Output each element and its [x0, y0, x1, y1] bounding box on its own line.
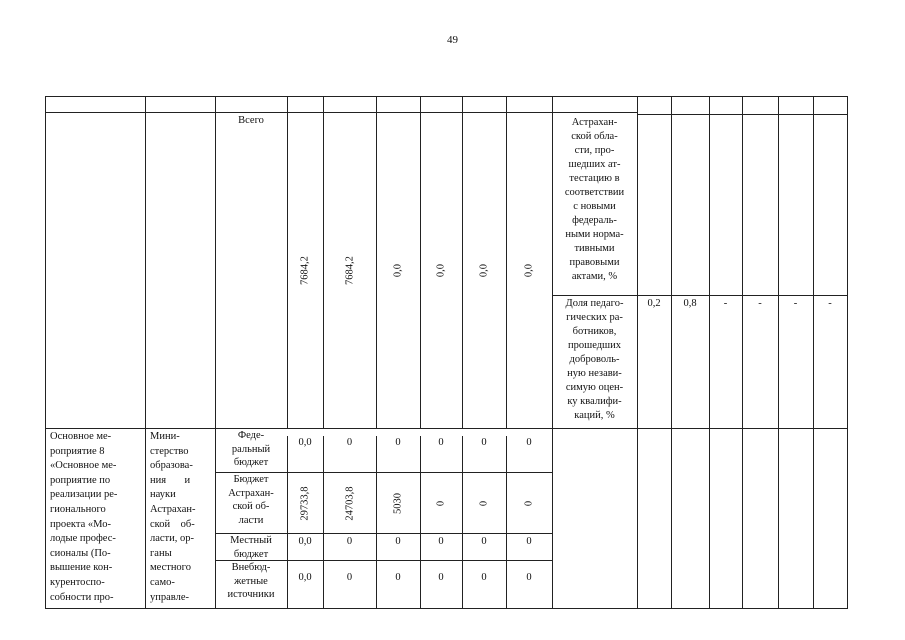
activity-name — [50, 430, 140, 605]
funding-source-4-line: Внебюд- — [231, 562, 271, 573]
header-col-12 — [671, 99, 709, 113]
activity-name-line: реализации ре- — [50, 489, 118, 501]
header-col-7 — [420, 97, 462, 111]
indicator-b-value-col-12: 0,8 — [683, 298, 697, 309]
funding-value-r2-c4: 29733,8 — [299, 485, 311, 521]
col-line-16 — [847, 96, 848, 609]
activity-executor-line: образова- — [150, 460, 193, 472]
col-line-7-top — [462, 96, 463, 428]
total-value-col-5: 7684,2 — [344, 256, 355, 285]
header-col-14 — [742, 99, 778, 113]
indicator-a-text-line: Астрахан- — [571, 117, 618, 128]
activity-name-line: гионального — [50, 503, 106, 515]
funding-source-2-line: Астрахан- — [228, 487, 274, 499]
activity-executor — [150, 430, 210, 605]
funding-source-2-line: ской об- — [232, 501, 270, 512]
activity-name-line: курентоспо- — [50, 576, 105, 588]
total-value-col-4: 7684,2 — [299, 256, 311, 285]
indicator-b-text-line: гических ра- — [566, 312, 623, 323]
col-line-9 — [552, 96, 553, 609]
col-line-5-top — [376, 96, 377, 428]
funding-source-3 — [217, 534, 285, 561]
header-col-16 — [813, 99, 847, 113]
funding-value-r2-c7: 0 — [435, 500, 447, 506]
funding-value-r1-c7: 0 — [438, 437, 444, 448]
funding-source-2-line: Бюджет — [233, 474, 269, 485]
indicator-divider — [552, 295, 848, 296]
indicator-b-text-line: ную незави- — [567, 368, 622, 379]
col-line-13 — [742, 96, 743, 609]
funding-source-4-line: источники — [227, 589, 275, 600]
header-col-1 — [45, 97, 145, 111]
activity-name-line: роприятие 8 — [50, 445, 105, 457]
funding-value-r2-c9: 0 — [523, 500, 535, 506]
header-col-6 — [376, 97, 420, 111]
col-line-2 — [215, 96, 216, 609]
indicator-b-value-col-11: 0,2 — [647, 298, 661, 309]
header-rule-left — [45, 112, 637, 113]
indicator-a-text — [556, 116, 633, 284]
col-line-12 — [709, 96, 710, 609]
funding-value-r3-c6: 0 — [395, 536, 401, 547]
funding-value-r2-c8: 0 — [478, 500, 490, 506]
funding-value-r2-c5: 24703,8 — [344, 485, 355, 521]
col-line-14 — [778, 96, 779, 609]
header-col-2 — [145, 97, 215, 111]
funding-source-1-line: Феде- — [237, 430, 265, 441]
activity-name-line: собности про- — [50, 591, 114, 603]
col-line-0 — [45, 96, 46, 609]
col-line-6-top — [420, 96, 421, 428]
indicator-b-text-line: доброволь- — [569, 354, 620, 365]
activity-name-line: «Основное ме- — [50, 460, 117, 472]
activity-executor-line: ской об- — [150, 518, 195, 530]
funding-value-r1-c5: 0 — [346, 437, 353, 448]
col-line-8-top — [506, 96, 507, 428]
funding-value-r4-c4: 0,0 — [298, 572, 312, 583]
table-bottom-border — [45, 608, 848, 609]
funding-source-2 — [217, 473, 285, 527]
funding-source-1-line: бюджет — [233, 457, 269, 468]
funding-source-2-line: ласти — [238, 514, 264, 526]
activity-name-line: вышение кон- — [50, 562, 113, 574]
funding-source-3-line: Местный — [230, 535, 272, 546]
page-number: 49 — [447, 34, 458, 46]
funding-value-r1-c4: 0,0 — [298, 437, 312, 448]
col-line-10 — [637, 96, 638, 609]
activity-executor-line: ганы — [150, 547, 172, 559]
funding-value-r4-c7: 0 — [438, 572, 444, 583]
indicator-b-value-col-15: - — [793, 298, 798, 309]
indicator-b-text-line: Доля педаго- — [565, 298, 624, 309]
indicator-a-text-line: актами, % — [571, 271, 618, 282]
funding-value-r4-c8: 0 — [481, 572, 487, 583]
funding-value-r3-c9: 0 — [526, 536, 532, 547]
activity-executor-line: науки — [150, 489, 176, 501]
funding-value-r3-c8: 0 — [481, 536, 487, 547]
indicator-a-text-line: шедших ат- — [568, 159, 621, 170]
funding-source-1 — [217, 429, 285, 470]
activity-top-rule — [45, 428, 848, 429]
header-col-13 — [709, 99, 742, 113]
total-value-col-9: 0,0 — [523, 263, 535, 278]
indicator-a-text-line: соответствии — [564, 187, 625, 198]
indicator-a-text-line: с новыми — [573, 201, 616, 212]
header-col-4 — [287, 97, 323, 111]
indicator-b-text-line: симую оцен- — [565, 382, 624, 393]
funding-value-r1-c9: 0 — [526, 437, 532, 448]
header-col-5 — [323, 97, 376, 111]
col-line-4-top — [323, 96, 324, 428]
activity-name-line: сионалы (По- — [50, 547, 111, 559]
funding-value-r4-c9: 0 — [526, 572, 532, 583]
funding-value-r1-c6: 0 — [395, 437, 401, 448]
activity-executor-line: местного — [150, 562, 191, 574]
indicator-b-text — [556, 297, 633, 423]
activity-executor-line: Мини- — [150, 431, 180, 442]
total-value-col-8: 0,0 — [478, 263, 490, 278]
indicator-a-text-line: тестацию в — [569, 173, 620, 184]
header-col-8 — [462, 97, 506, 111]
funding-source-3-line: бюджет — [233, 548, 269, 560]
indicator-b-text-line: ботников, — [572, 326, 617, 337]
header-col-3 — [215, 97, 287, 111]
activity-name-line: Основное ме- — [50, 431, 112, 442]
activity-executor-line: Астрахан- — [150, 503, 196, 515]
activity-executor-line: ласти, ор- — [150, 533, 195, 545]
indicator-a-text-line: тивными — [574, 243, 615, 254]
funding-value-r3-c5: 0 — [346, 536, 353, 547]
funding-value-r1-c8: 0 — [481, 437, 487, 448]
header-col-10 — [552, 97, 637, 111]
indicator-a-text-line: ской обла- — [571, 131, 618, 142]
col-line-3-top — [287, 96, 288, 428]
col-line-15 — [813, 96, 814, 609]
total-value-col-7: 0,0 — [435, 263, 447, 278]
col-line-1 — [145, 96, 146, 609]
indicator-b-text-line: прошедших — [567, 340, 622, 351]
activity-name-line: роприятие по — [50, 474, 111, 486]
funding-source-4 — [217, 561, 285, 602]
indicator-b-text-line: ку квалифи- — [567, 396, 622, 407]
funding-value-r3-c7: 0 — [438, 536, 444, 547]
indicator-b-text-line: каций, % — [574, 410, 615, 421]
funding-source-1-line: ральный — [231, 443, 271, 455]
total-value-col-6: 0,0 — [392, 263, 404, 278]
funding-value-r3-c4: 0,0 — [298, 536, 312, 547]
funding-source-4-line: жетные — [234, 575, 268, 587]
activity-name-line: проекта «Мо- — [50, 518, 111, 530]
indicator-a-text-line: сти, про- — [574, 145, 615, 156]
activity-executor-line: управле- — [150, 591, 189, 603]
indicator-b-value-col-14: - — [758, 298, 762, 309]
indicator-a-text-line: федераль- — [572, 215, 617, 226]
header-col-9 — [506, 97, 552, 111]
indicator-a-text-line: правовыми — [569, 257, 620, 268]
col-line-11 — [671, 96, 672, 609]
header-col-11 — [637, 99, 671, 113]
indicator-b-value-col-13: - — [723, 298, 728, 309]
category-total: Всего — [238, 115, 264, 126]
activity-executor-line: стерство — [150, 445, 189, 457]
activity-executor-line: само- — [150, 576, 175, 588]
indicator-b-value-col-16: - — [828, 298, 832, 309]
funding-value-r4-c5: 0 — [346, 572, 353, 583]
activity-executor-line: ния и — [150, 474, 191, 486]
indicator-a-text-line: ными норма- — [565, 229, 624, 240]
header-col-15 — [778, 99, 813, 113]
funding-value-r4-c6: 0 — [395, 572, 401, 583]
activity-name-line: лодые профес- — [50, 533, 116, 545]
funding-value-r2-c6: 5030 — [392, 492, 404, 514]
